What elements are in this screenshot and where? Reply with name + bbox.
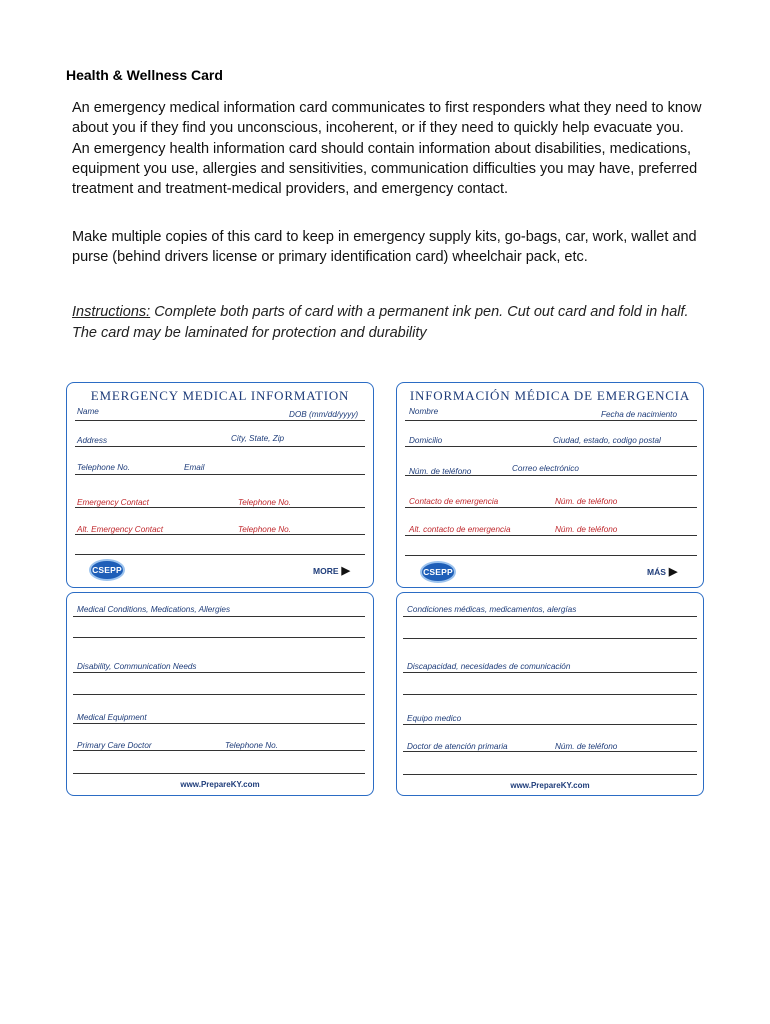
instructions	[72, 302, 712, 343]
condiciones-line-2[interactable]	[403, 638, 697, 639]
copies-paragraph: Make multiple copies of this card to keep in emergency supply kits, go-bags, car, work, wallet and purse (behind drivers license or primary identification card) wheelchair pack, etc.	[72, 229, 697, 266]
telephone-label: Telephone No.	[77, 463, 130, 472]
alt-phone-label: Telephone No.	[238, 525, 291, 534]
extra-line-es[interactable]	[405, 555, 697, 556]
csepp-logo-es: CSEPP	[420, 561, 456, 583]
more-label	[313, 564, 350, 577]
equipment-label: Medical Equipment	[77, 713, 147, 722]
more-text: MORE	[313, 566, 339, 576]
extra-line[interactable]	[75, 554, 365, 555]
english-back-card	[66, 592, 374, 796]
alt-contacto-line[interactable]	[405, 535, 697, 536]
doctor-es-line[interactable]	[403, 751, 697, 752]
discapacidad-line[interactable]	[403, 672, 697, 673]
conditions-line[interactable]	[73, 616, 365, 617]
intro-paragraph: An emergency medical information card communicates to first responders what they need to know about you if they find you unconscious, incoherent, or if they need to quickly help evacuate you. An emergency health information card should contain information about disabilities, medications, equipment you use, allergies and sensitivities, communication difficulties you may have, preferred treatment and treatment-medical providers, and emergency contact.	[72, 100, 702, 198]
card-title-spanish: INFORMACIÓN MÉDICA DE EMERGENCIA	[409, 388, 691, 403]
nombre-line[interactable]	[405, 420, 697, 421]
instructions-lead: Instructions:	[72, 304, 151, 320]
contacto-telefono-label: Núm. de teléfono	[555, 497, 618, 506]
equipo-line[interactable]	[403, 724, 697, 725]
telephone-line[interactable]	[75, 474, 365, 475]
ciudad-label: Ciudad, estado, codigo postal	[553, 436, 661, 445]
doctor-line[interactable]	[73, 750, 365, 751]
email-label: Email	[184, 463, 205, 472]
discapacidad-label: Discapacidad, necesidades de comunicación	[407, 662, 571, 671]
prepareky-url[interactable]: www.PrepareKY.com	[180, 780, 260, 789]
equipment-line[interactable]	[73, 723, 365, 724]
city-label: City, State, Zip	[231, 434, 285, 443]
card-title-english: EMERGENCY MEDICAL INFORMATION	[90, 388, 350, 403]
disability-label: Disability, Communication Needs	[77, 662, 197, 671]
instructions-text: Complete both parts of card with a permanent ink pen. Cut out card and fold in half. The card may be laminated for protection and durability	[72, 304, 689, 341]
conditions-line-2[interactable]	[73, 637, 365, 638]
condiciones-label: Condiciones médicas, medicamentos, alergías	[407, 605, 577, 614]
play-arrow-icon: ▶	[341, 565, 350, 577]
alt-contacto-telefono-label: Núm. de teléfono	[555, 525, 618, 534]
play-arrow-icon-es: ▶	[668, 566, 678, 578]
mas-text: MÁS	[647, 567, 666, 577]
prepareky-url-es[interactable]: www.PrepareKY.com	[510, 781, 590, 790]
nombre-label: Nombre	[409, 407, 439, 416]
domicilio-line[interactable]	[405, 446, 697, 447]
address-line[interactable]	[75, 446, 365, 447]
name-line[interactable]	[75, 420, 365, 421]
doctor-label: Primary Care Doctor	[77, 741, 152, 750]
doctor-es-phone-label: Núm. de teléfono	[555, 742, 618, 751]
csepp-logo: CSEPP	[89, 559, 125, 581]
address-label: Address	[77, 436, 108, 445]
alt-contact-line[interactable]	[75, 534, 365, 535]
contacto-label: Contacto de emergencia	[409, 497, 499, 506]
telefono-label: Núm. de teléfono	[409, 467, 472, 476]
spanish-back-card	[396, 592, 704, 796]
doctor-phone-label: Telephone No.	[225, 741, 278, 750]
fecha-label: Fecha de nacimiento	[601, 410, 678, 419]
alt-contact-label: Alt. Emergency Contact	[77, 525, 164, 534]
mas-label	[647, 565, 677, 578]
discapacidad-line-2[interactable]	[403, 694, 697, 695]
doctor-es-label: Doctor de atención primaria	[407, 742, 508, 751]
page-title: Health & Wellness Card	[66, 67, 223, 83]
emergency-contact-label: Emergency Contact	[77, 498, 149, 507]
equipo-label: Equipo medico	[407, 714, 462, 723]
correo-label: Correo electrónico	[512, 464, 579, 473]
telefono-line[interactable]	[405, 475, 697, 476]
conditions-label: Medical Conditions, Medications, Allergies	[77, 605, 231, 614]
doctor-line-2[interactable]	[73, 773, 365, 774]
contacto-line[interactable]	[405, 507, 697, 508]
spanish-front-card	[396, 382, 704, 588]
name-label: Name	[77, 407, 99, 416]
doctor-es-line-2[interactable]	[403, 774, 697, 775]
disability-line-2[interactable]	[73, 694, 365, 695]
emergency-contact-line[interactable]	[75, 507, 365, 508]
condiciones-line[interactable]	[403, 616, 697, 617]
english-front-card	[66, 382, 374, 588]
alt-contacto-label: Alt. contacto de emergencia	[409, 525, 511, 534]
dob-label: DOB (mm/dd/yyyy)	[289, 410, 359, 419]
emergency-phone-label: Telephone No.	[238, 498, 291, 507]
disability-line[interactable]	[73, 672, 365, 673]
domicilio-label: Domicilio	[409, 436, 443, 445]
